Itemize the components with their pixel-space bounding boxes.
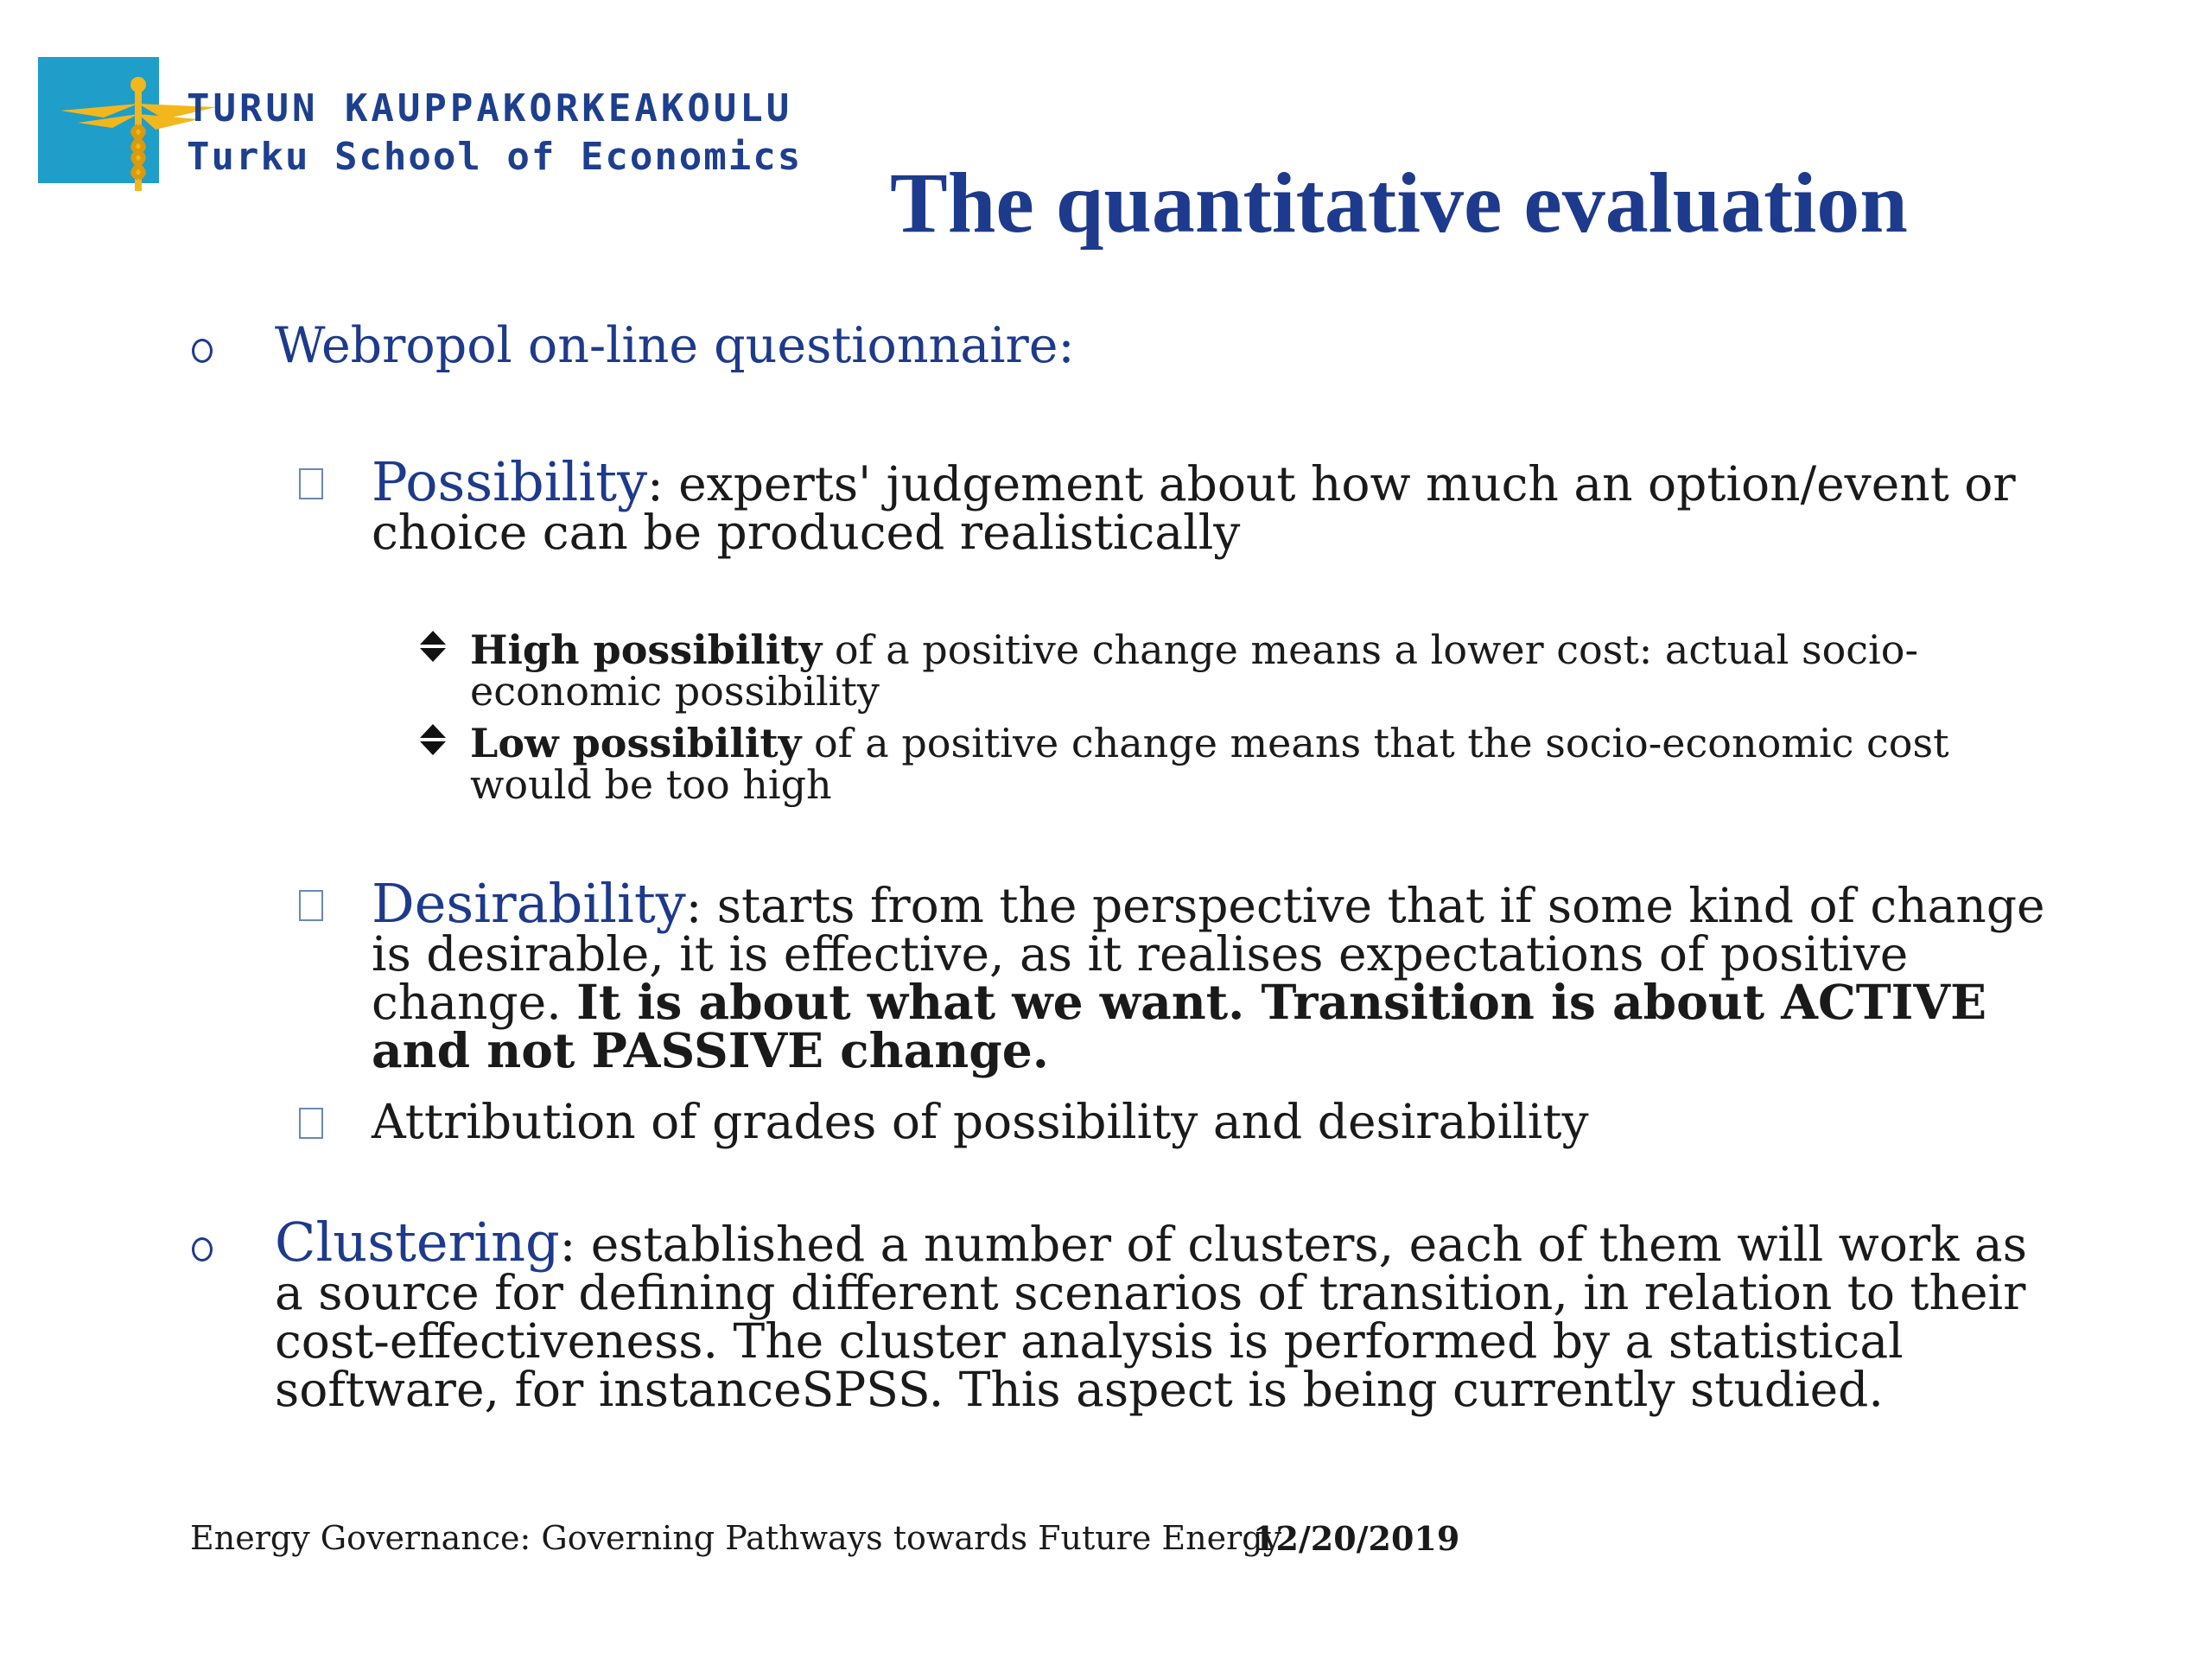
square-bullet-icon — [299, 1108, 323, 1139]
slide-title: The quantitative evaluation — [890, 155, 1908, 251]
high-possibility-text: of a positive change means a lower cost: actual socio-economic possibility — [470, 626, 1919, 715]
desirability-keyword: Desirability — [372, 872, 686, 935]
possibility-keyword: Possibility — [372, 450, 648, 513]
logo-text-english: Turku School of Economics — [187, 135, 803, 179]
bullet-webropol — [275, 317, 2003, 374]
sub-bullet-desirability — [372, 872, 2082, 1078]
low-possibility-text: of a positive change means that the socio-economic cost would be too high — [470, 720, 1949, 808]
square-bullet-icon — [299, 468, 323, 499]
clustering-text: : established a number of clusters, each of them will work as a source for defining different scenarios of transition, in relation to their cost-effectiveness. The cluster analysis is performed by a statistical software, for instanceSPSS. This aspect is being currently studied. — [275, 1217, 2027, 1417]
high-possibility-keyword: High possibility — [470, 626, 823, 673]
item-low-possibility — [470, 720, 2043, 808]
bullet-clustering — [275, 1211, 2055, 1417]
clustering-keyword: Clustering — [275, 1211, 560, 1274]
sub-bullet-possibility — [372, 450, 2082, 560]
desirability-text: : starts from the perspective that if some kind of change is desirable, it is effective, as it realises expectations of positive change. — [372, 878, 2045, 1030]
desirability-bold-text: It is about what we want. Transition is about ACTIVE and not PASSIVE change. — [372, 974, 1986, 1078]
item-high-possibility — [470, 626, 2043, 715]
diamond-bullet-icon — [418, 722, 448, 757]
bullet-webropol-label: Webropol on-line questionnaire: — [275, 317, 1075, 374]
sub-bullet-attribution — [372, 1094, 2082, 1149]
possibility-text: : experts' judgement about how much an option/event or choice can be produced realistically — [372, 456, 2016, 560]
diamond-bullet-icon — [418, 629, 448, 664]
footer-date: 12/20/2019 — [1253, 1519, 1460, 1558]
circle-bullet-icon — [192, 339, 213, 363]
logo-text-finnish: TURUN KAUPPAKORKEAKOULU — [187, 86, 793, 130]
circle-bullet-icon — [192, 1237, 213, 1262]
low-possibility-keyword: Low possibility — [470, 720, 802, 766]
footer-title: Energy Governance: Governing Pathways towards Future Energy — [190, 1519, 1282, 1557]
attribution-text: Attribution of grades of possibility and desirability — [372, 1094, 1589, 1149]
square-bullet-icon — [299, 890, 323, 921]
